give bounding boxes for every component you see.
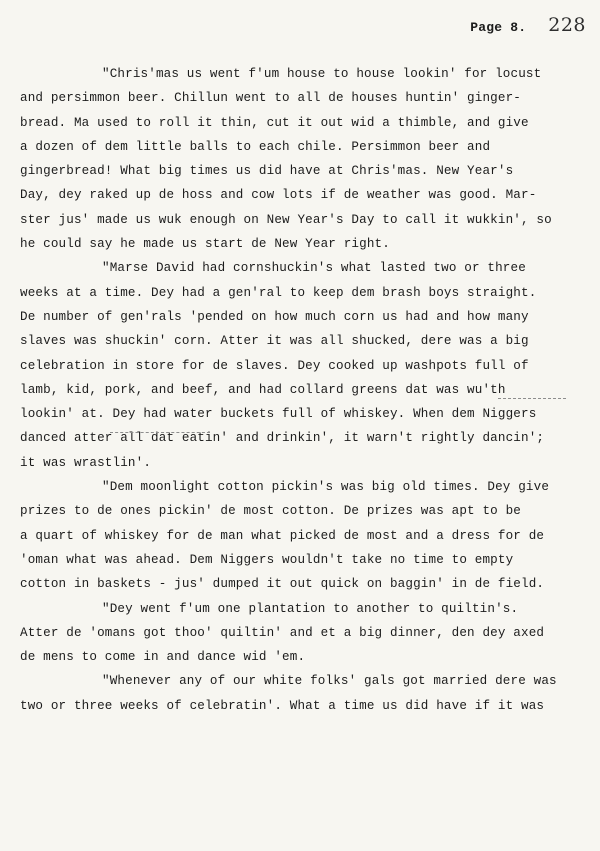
text-line: lookin' at. Dey had water buckets full of whiskey. When dem Niggers bbox=[20, 407, 537, 422]
text-line: "Whenever any of our white folks' gals got married dere was bbox=[102, 674, 557, 689]
page-header bbox=[470, 14, 586, 36]
paragraph-christmas bbox=[20, 62, 588, 256]
page-stamp-number: 228 bbox=[548, 14, 586, 36]
text-line: De number of gen'rals 'pended on how much corn us had and how many bbox=[20, 309, 529, 324]
text-line: "Marse David had cornshuckin's what lasted two or three bbox=[102, 261, 526, 276]
pencil-underline-mark bbox=[110, 432, 210, 433]
text-line: "Chris'mas us went f'um house to house lookin' for locust bbox=[102, 67, 542, 81]
text-line: weeks at a time. Dey had a gen'ral to keep dem brash boys straight. bbox=[20, 285, 537, 300]
text-line: prizes to de ones pickin' de most cotton. De prizes was apt to be bbox=[20, 504, 521, 519]
text-line: de mens to come in and dance wid 'em. bbox=[20, 650, 306, 665]
text-line: Day, dey raked up de hoss and cow lots if de weather was good. Mar- bbox=[20, 188, 537, 203]
text-line: and persimmon beer. Chillun went to all de houses huntin' ginger- bbox=[20, 91, 521, 106]
text-line: lamb, kid, pork, and beef, and had collard greens dat was wu'th bbox=[20, 382, 506, 397]
paragraph-quiltin bbox=[20, 597, 588, 670]
paragraph-cornshuckin bbox=[20, 256, 588, 475]
text-line: cotton in baskets - jus' dumped it out quick on baggin' in de field. bbox=[20, 577, 545, 592]
text-line: a dozen of dem little balls to each chile. Persimmon beer and bbox=[20, 139, 491, 154]
text-line: he could say he made us start de New Year right. bbox=[20, 237, 390, 252]
text-line: "Dey went f'um one plantation to another to quiltin's. bbox=[102, 601, 519, 616]
text-line: "Dem moonlight cotton pickin's was big old times. Dey give bbox=[102, 480, 550, 495]
paragraph-weddings bbox=[20, 669, 588, 718]
text-line: two or three weeks of celebratin'. What a time us did have if it was bbox=[20, 698, 545, 713]
text-line: bread. Ma used to roll it thin, cut it out wid a thimble, and give bbox=[20, 115, 529, 130]
page-number-label: Page 8. bbox=[470, 20, 527, 35]
text-line: Atter de 'omans got thoo' quiltin' and et a big dinner, den dey axed bbox=[20, 625, 545, 640]
text-line: it was wrastlin'. bbox=[20, 455, 152, 470]
text-line: ster jus' made us wuk enough on New Year's Day to call it wukkin', so bbox=[20, 212, 552, 227]
text-line: celebration in store for de slaves. Dey cooked up washpots full of bbox=[20, 358, 529, 373]
text-line: a quart of whiskey for de man what picked de most and a dress for de bbox=[20, 528, 545, 543]
document-body bbox=[20, 62, 588, 718]
text-line: gingerbread! What big times us did have at Chris'mas. New Year's bbox=[20, 164, 514, 179]
text-line: danced atter all dat eatin' and drinkin', it warn't rightly dancin'; bbox=[20, 431, 545, 446]
text-line: slaves was shuckin' corn. Atter it was all shucked, dere was a big bbox=[20, 334, 529, 349]
pencil-underline-mark bbox=[498, 398, 566, 399]
text-line: 'oman what was ahead. Dem Niggers wouldn't take no time to empty bbox=[20, 552, 514, 567]
paragraph-cotton-pickin bbox=[20, 475, 588, 596]
